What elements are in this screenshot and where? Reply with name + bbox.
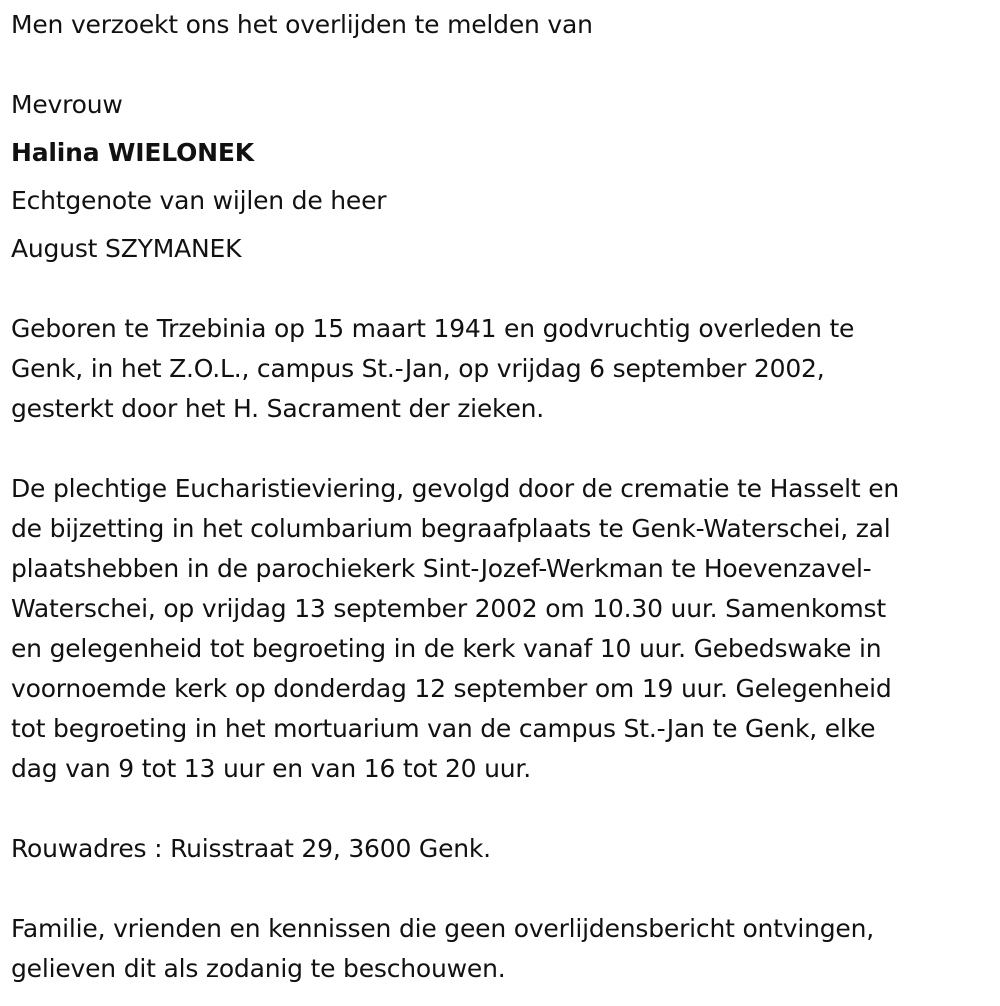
- relation-text: Echtgenote van wijlen de heer: [11, 186, 387, 215]
- ceremony-line: tot begroeting in het mortuarium van de campus St.-Jan te Genk, elke: [11, 714, 876, 743]
- salutation: Mevrouw: [11, 90, 123, 119]
- ceremony-line: voornoemde kerk op donderdag 12 september om 19 uur. Gelegenheid: [11, 674, 892, 703]
- ceremony-line: en gelegenheid tot begroeting in de kerk vanaf 10 uur. Gebedswake in: [11, 634, 882, 663]
- closing-line: Familie, vrienden en kennissen die geen overlijdensbericht ontvingen,: [11, 914, 875, 943]
- address-text: Rouwadres : Ruisstraat 29, 3600 Genk.: [11, 834, 491, 863]
- closing-line: gelieven dit als zodanig te beschouwen.: [11, 954, 506, 983]
- birth-line: Geboren te Trzebinia op 15 maart 1941 en godvruchtig overleden te: [11, 314, 855, 343]
- spouse-name: August SZYMANEK: [11, 234, 242, 263]
- birth-line: Genk, in het Z.O.L., campus St.-Jan, op vrijdag 6 september 2002,: [11, 354, 825, 383]
- ceremony-line: plaatshebben in de parochiekerk Sint-Jozef-Werkman te Hoevenzavel-: [11, 554, 872, 583]
- ceremony-line: de bijzetting in het columbarium begraafplaats te Genk-Waterschei, zal: [11, 514, 891, 543]
- birth-line: gesterkt door het H. Sacrament der zieken.: [11, 394, 545, 423]
- intro-text: Men verzoekt ons het overlijden te melden van: [11, 10, 593, 39]
- ceremony-line: Waterschei, op vrijdag 13 september 2002 om 10.30 uur. Samenkomst: [11, 594, 886, 623]
- deceased-name: Halina WIELONEK: [11, 138, 254, 167]
- ceremony-line: De plechtige Eucharistieviering, gevolgd door de crematie te Hasselt en: [11, 474, 900, 503]
- ceremony-line: dag van 9 tot 13 uur en van 16 tot 20 uur.: [11, 754, 531, 783]
